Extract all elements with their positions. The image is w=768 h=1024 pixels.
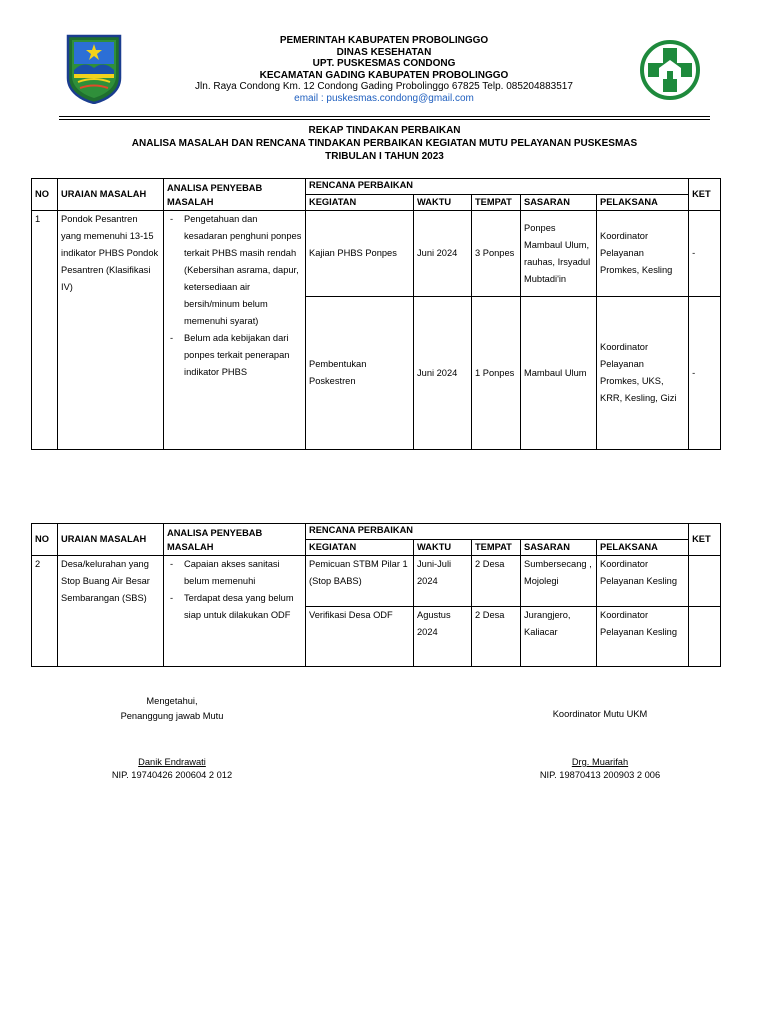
row-number: 1 bbox=[32, 211, 58, 450]
analisa-penyebab-cell bbox=[164, 556, 306, 667]
col-header-waktu: WAKTU bbox=[414, 195, 472, 211]
uraian-masalah-cell: Desa/kelurahan yang Stop Buang Air Besar Sembarangan (SBS) bbox=[58, 556, 164, 667]
col-header-sasaran: SASARAN bbox=[521, 540, 597, 556]
signature-right-role: Koordinator Mutu UKM bbox=[552, 709, 648, 719]
header-divider-thick bbox=[59, 116, 710, 117]
col-header-rencana: RENCANA PERBAIKAN bbox=[306, 179, 689, 195]
waktu-cell: Juni 2024 bbox=[414, 297, 472, 450]
title-line-2: ANALISA MASALAH DAN RENCANA TINDAKAN PERBAIKAN KEGIATAN MUTU PELAYANAN PUSKESMAS bbox=[131, 138, 638, 149]
col-header-tempat: TEMPAT bbox=[472, 195, 521, 211]
tempat-cell: 3 Ponpes bbox=[472, 211, 521, 297]
col-header-tempat: TEMPAT bbox=[472, 540, 521, 556]
problem-analysis-table-1 bbox=[31, 178, 721, 450]
tempat-cell: 2 Desa bbox=[472, 607, 521, 667]
puskesmas-logo bbox=[639, 38, 701, 102]
waktu-cell: Juni-Juli 2024 bbox=[414, 556, 472, 607]
analisa-item: - Pengetahuan dan kesadaran penghuni ponpes terkait PHBS masih rendah (Kebersihan asrama, dapur, ketersediaan air bersih/minum belum memenuhi syarat) bbox=[167, 211, 302, 330]
signature-right bbox=[520, 708, 680, 782]
document-title bbox=[59, 124, 710, 163]
kegiatan-cell: Kajian PHBS Ponpes bbox=[306, 211, 414, 297]
analisa-item: - Capaian akses sanitasi belum memenuhi bbox=[167, 556, 302, 590]
kegiatan-cell: Pembentukan Poskestren bbox=[306, 297, 414, 450]
signature-acknowledged: Mengetahui, bbox=[146, 696, 198, 706]
table-header-row bbox=[32, 524, 721, 540]
letterhead-address: Jln. Raya Condong Km. 12 Condong Gading Probolinggo 67825 Telp. 085204883517 bbox=[195, 81, 573, 92]
table-header-row bbox=[32, 179, 721, 195]
sasaran-cell: Mambaul Ulum bbox=[521, 297, 597, 450]
signature-right-name: Drg. Muarifah bbox=[571, 757, 629, 767]
signature-left-nip: NIP. 19740426 200604 2 012 bbox=[111, 770, 233, 780]
col-header-kegiatan: KEGIATAN bbox=[306, 540, 414, 556]
ket-cell: - bbox=[689, 211, 721, 297]
sasaran-cell: Jurangjero, Kaliacar bbox=[521, 607, 597, 667]
problem-analysis-table-2 bbox=[31, 523, 721, 667]
pelaksana-cell: Koordinator Pelayanan Promkes, UKS, KRR, Kesling, Gizi bbox=[597, 297, 689, 450]
row-number: 2 bbox=[32, 556, 58, 667]
pelaksana-cell: Koordinator Pelayanan Promkes, Kesling bbox=[597, 211, 689, 297]
letterhead-government: PEMERINTAH KABUPATEN PROBOLINGGO bbox=[279, 35, 489, 46]
col-header-sasaran: SASARAN bbox=[521, 195, 597, 211]
ket-cell: - bbox=[689, 297, 721, 450]
col-header-analisa: ANALISA PENYEBAB MASALAH bbox=[164, 179, 306, 211]
title-line-1: REKAP TINDAKAN PERBAIKAN bbox=[308, 125, 461, 136]
signature-left-role: Penanggung jawab Mutu bbox=[120, 711, 224, 721]
analisa-item: - Belum ada kebijakan dari ponpes terkait penerapan indikator PHBS bbox=[167, 330, 302, 381]
ket-cell bbox=[689, 607, 721, 667]
table-row bbox=[32, 556, 721, 607]
col-header-analisa: ANALISA PENYEBAB MASALAH bbox=[164, 524, 306, 556]
uraian-masalah-cell: Pondok Pesantren yang memenuhi 13-15 indikator PHBS Pondok Pesantren (Klasifikasi IV) bbox=[58, 211, 164, 450]
col-header-pelaksana: PELAKSANA bbox=[597, 195, 689, 211]
analisa-item: - Terdapat desa yang belum siap untuk dilakukan ODF bbox=[167, 590, 302, 624]
signature-left-name: Danik Endrawati bbox=[138, 757, 206, 767]
header-divider-thin bbox=[59, 119, 710, 120]
letterhead-email: email : puskesmas.condong@gmail.com bbox=[294, 92, 474, 104]
regency-emblem-logo bbox=[66, 34, 122, 104]
signature-right-nip: NIP. 19870413 200903 2 006 bbox=[539, 770, 661, 780]
col-header-pelaksana: PELAKSANA bbox=[597, 540, 689, 556]
ket-cell bbox=[689, 556, 721, 607]
sasaran-cell: Ponpes Mambaul Ulum, rauhas, Irsyadul Mubtadi'in bbox=[521, 211, 597, 297]
title-line-3: TRIBULAN I TAHUN 2023 bbox=[325, 151, 444, 162]
table-row bbox=[32, 211, 721, 297]
kegiatan-cell: Verifikasi Desa ODF bbox=[306, 607, 414, 667]
letterhead-unit: UPT. PUSKESMAS CONDONG bbox=[312, 58, 456, 69]
tempat-cell: 1 Ponpes bbox=[472, 297, 521, 450]
signature-left bbox=[92, 695, 252, 782]
analisa-penyebab-cell bbox=[164, 211, 306, 450]
col-header-ket: KET bbox=[689, 524, 721, 556]
pelaksana-cell: Koordinator Pelayanan Kesling bbox=[597, 607, 689, 667]
waktu-cell: Agustus 2024 bbox=[414, 607, 472, 667]
kegiatan-cell: Pemicuan STBM Pilar 1 (Stop BABS) bbox=[306, 556, 414, 607]
sasaran-cell: Sumbersecang , Mojolegi bbox=[521, 556, 597, 607]
col-header-uraian: URAIAN MASALAH bbox=[58, 179, 164, 211]
letterhead bbox=[120, 35, 648, 104]
col-header-no: NO bbox=[32, 179, 58, 211]
letterhead-agency: DINAS KESEHATAN bbox=[336, 46, 432, 58]
col-header-rencana: RENCANA PERBAIKAN bbox=[306, 524, 689, 540]
letterhead-district: KECAMATAN GADING KABUPATEN PROBOLINGGO bbox=[259, 69, 509, 81]
waktu-cell: Juni 2024 bbox=[414, 211, 472, 297]
pelaksana-cell: Koordinator Pelayanan Kesling bbox=[597, 556, 689, 607]
col-header-ket: KET bbox=[689, 179, 721, 211]
col-header-waktu: WAKTU bbox=[414, 540, 472, 556]
col-header-kegiatan: KEGIATAN bbox=[306, 195, 414, 211]
col-header-uraian: URAIAN MASALAH bbox=[58, 524, 164, 556]
col-header-no: NO bbox=[32, 524, 58, 556]
tempat-cell: 2 Desa bbox=[472, 556, 521, 607]
